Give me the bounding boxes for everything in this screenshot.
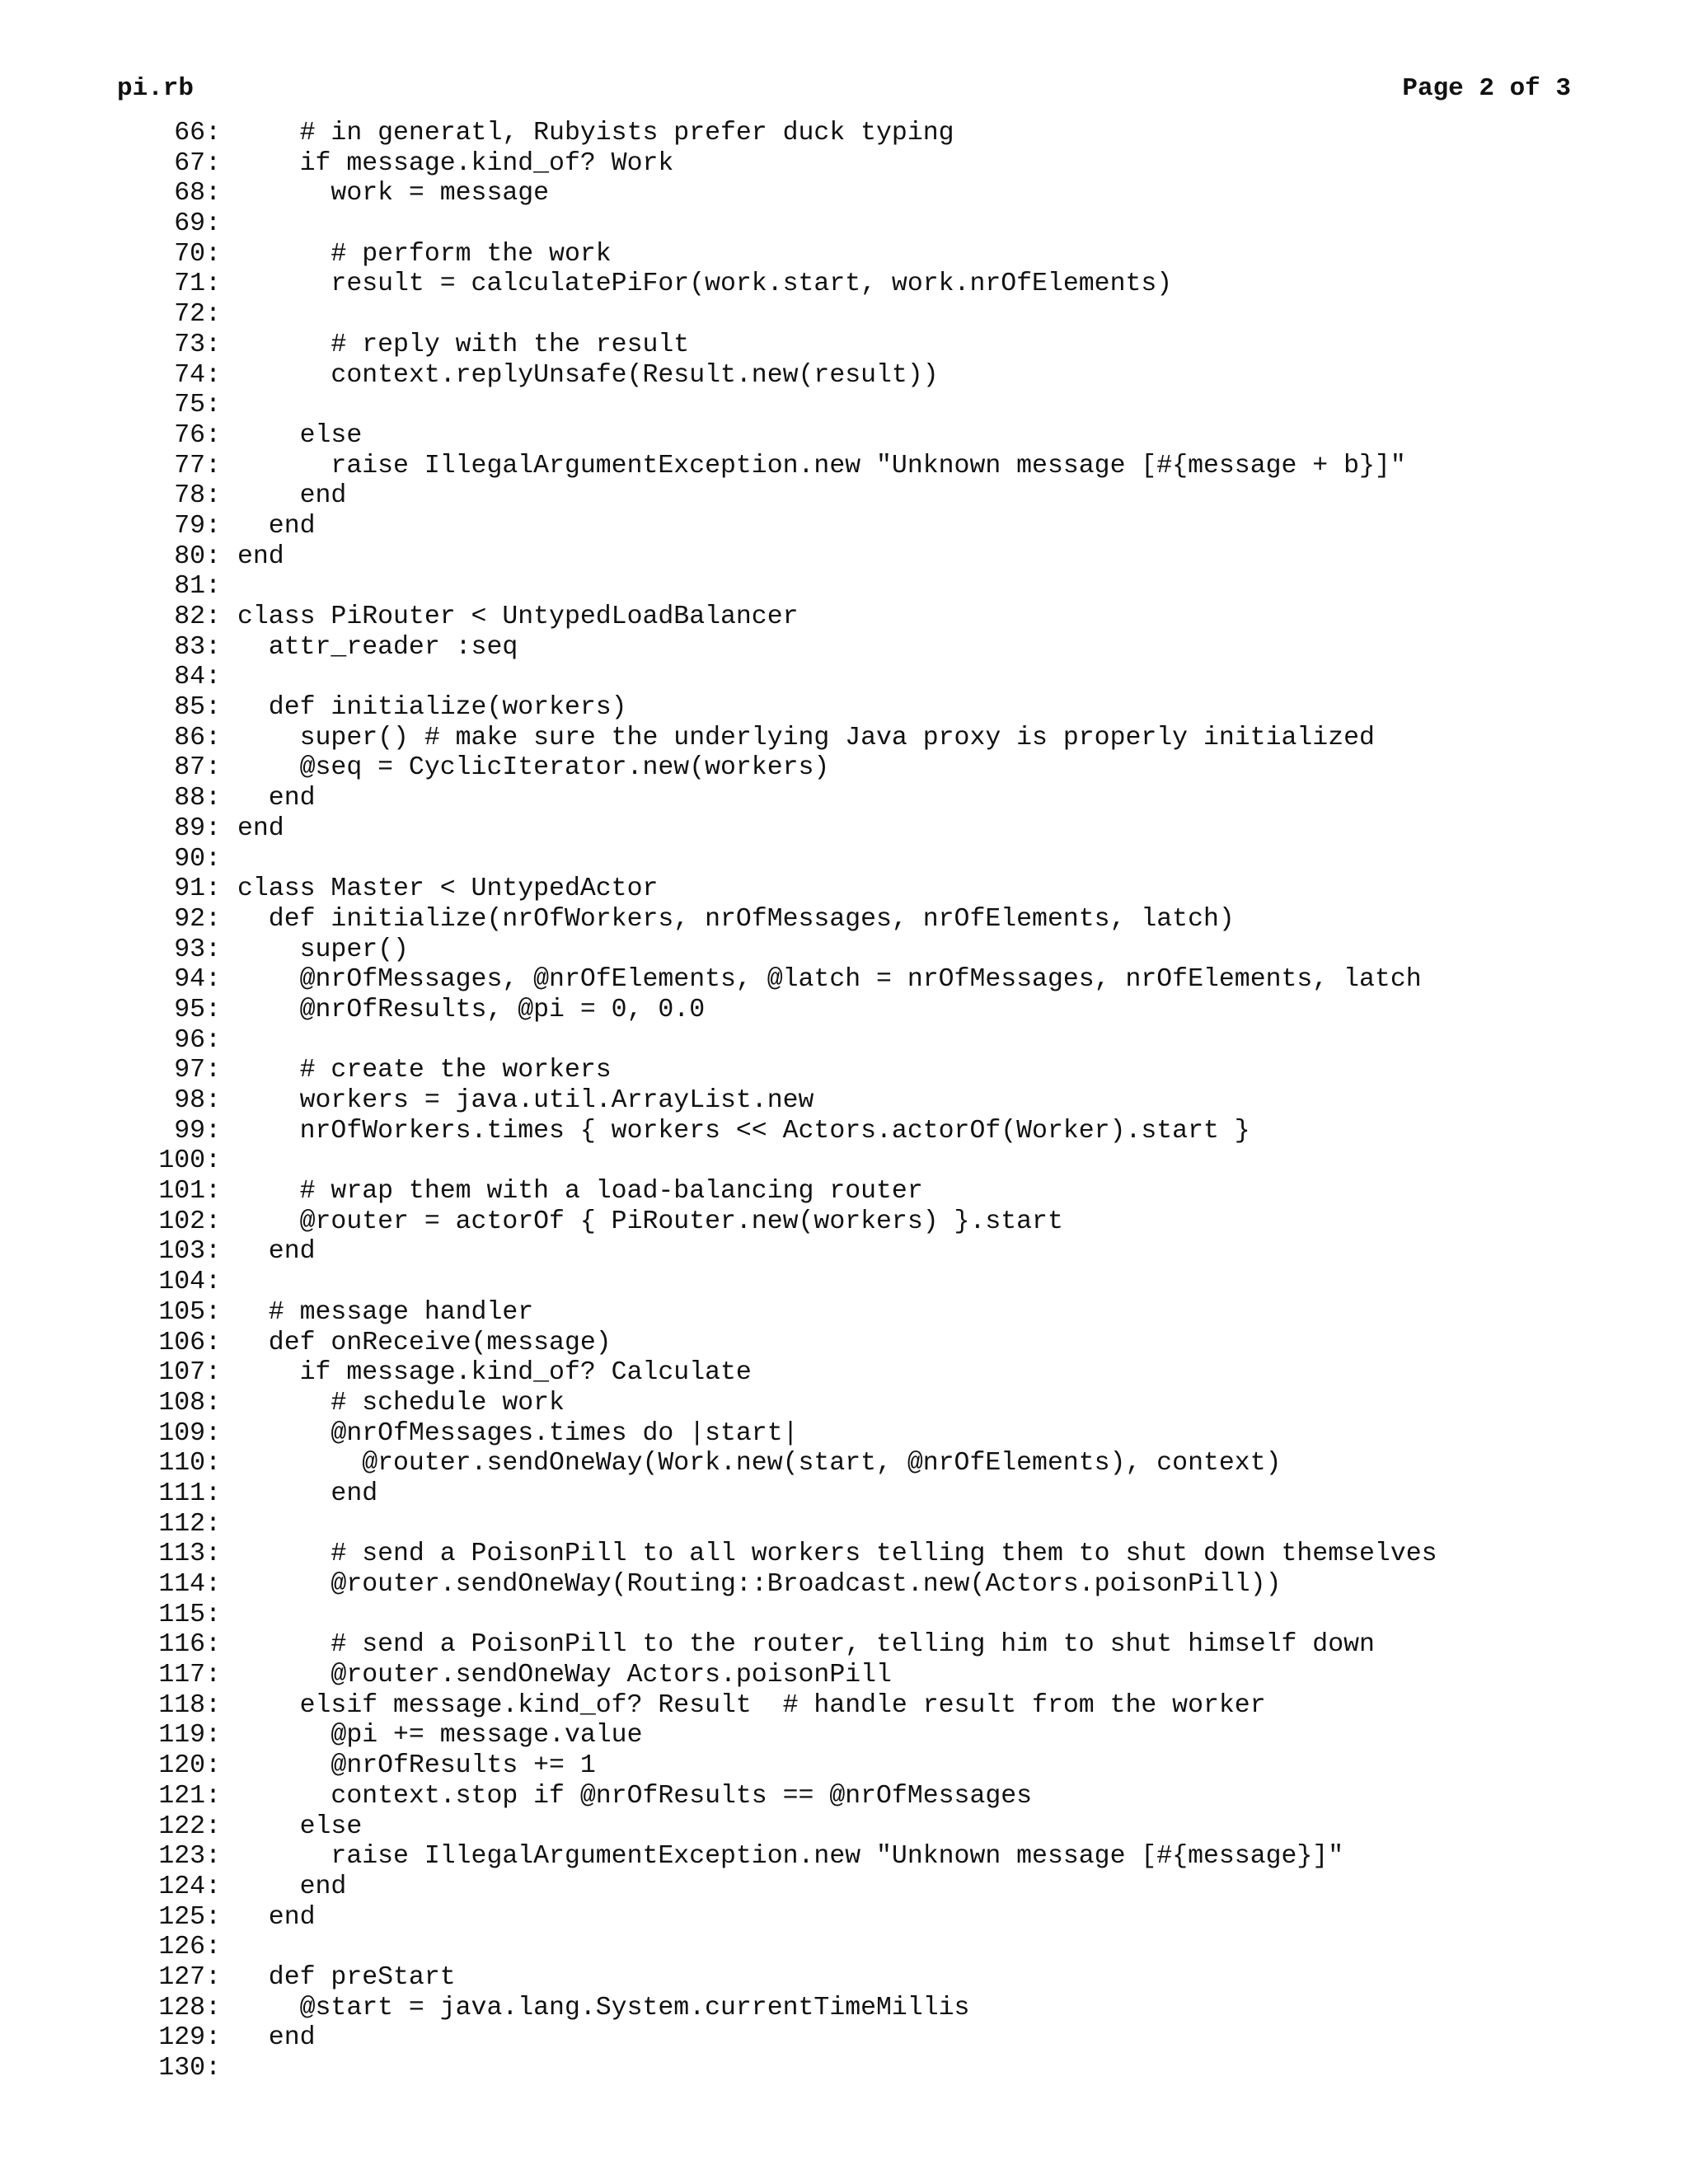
code-line bbox=[0, 935, 1688, 966]
code-line bbox=[0, 1812, 1688, 1843]
line-number: 73: bbox=[174, 330, 221, 359]
code-line bbox=[0, 663, 1688, 693]
code-text: workers = java.util.ArrayList.new bbox=[237, 1086, 814, 1115]
code-line bbox=[0, 1903, 1688, 1933]
line-number: 110: bbox=[158, 1449, 221, 1479]
page-header bbox=[117, 73, 1571, 105]
line-number: 96: bbox=[174, 1025, 221, 1055]
code-text: # send a PoisonPill to all workers telling them to shut down themselves bbox=[237, 1540, 1437, 1569]
code-text: end bbox=[237, 541, 284, 571]
code-text: raise IllegalArgumentException.new "Unknown message [#{message}]" bbox=[237, 1842, 1344, 1872]
line-number: 88: bbox=[174, 784, 221, 813]
code-line bbox=[0, 1207, 1688, 1238]
code-text: end bbox=[237, 1237, 316, 1267]
line-number: 83: bbox=[174, 632, 221, 662]
code-line bbox=[0, 1056, 1688, 1086]
code-line bbox=[0, 512, 1688, 542]
line-number: 115: bbox=[158, 1600, 221, 1629]
code-text: # create the workers bbox=[237, 1056, 612, 1085]
line-number: 87: bbox=[174, 753, 221, 783]
line-number: 109: bbox=[158, 1418, 221, 1448]
code-line bbox=[0, 361, 1688, 391]
code-text: @nrOfResults += 1 bbox=[237, 1751, 596, 1781]
code-line bbox=[0, 1994, 1688, 2024]
code-line bbox=[0, 905, 1688, 935]
line-number: 129: bbox=[158, 2023, 221, 2053]
code-line bbox=[0, 1751, 1688, 1782]
page-number: Page 2 of 3 bbox=[1402, 74, 1571, 103]
code-line bbox=[0, 300, 1688, 330]
code-text: end bbox=[237, 813, 284, 843]
line-number: 125: bbox=[158, 1902, 221, 1932]
code-line bbox=[0, 330, 1688, 361]
code-text: else bbox=[237, 420, 363, 450]
code-line bbox=[0, 1419, 1688, 1450]
code-text: super() # make sure the underlying Java proxy is properly initialized bbox=[237, 723, 1375, 752]
code-line bbox=[0, 724, 1688, 754]
line-number: 76: bbox=[174, 420, 221, 450]
code-text: @nrOfResults, @pi = 0, 0.0 bbox=[237, 995, 706, 1024]
code-text: context.replyUnsafe(Result.new(result)) bbox=[237, 360, 939, 390]
code-line bbox=[0, 1389, 1688, 1419]
code-text: if message.kind_of? Calculate bbox=[237, 1358, 752, 1388]
code-text: attr_reader :seq bbox=[237, 632, 518, 662]
code-text: @router.sendOneWay Actors.poisonPill bbox=[237, 1661, 892, 1690]
line-number: 93: bbox=[174, 935, 221, 964]
line-number: 111: bbox=[158, 1479, 221, 1508]
line-number: 114: bbox=[158, 1570, 221, 1599]
code-line bbox=[0, 269, 1688, 300]
code-text: work = message bbox=[237, 179, 550, 209]
line-number: 119: bbox=[158, 1721, 221, 1750]
code-line bbox=[0, 602, 1688, 633]
code-line bbox=[0, 240, 1688, 270]
line-number: 89: bbox=[174, 813, 221, 843]
code-line bbox=[0, 119, 1688, 149]
code-line bbox=[0, 633, 1688, 663]
line-number: 130: bbox=[158, 2054, 221, 2083]
line-number: 90: bbox=[174, 844, 221, 874]
code-line bbox=[0, 1329, 1688, 1359]
code-line bbox=[0, 149, 1688, 180]
code-text: @seq = CyclicIterator.new(workers) bbox=[237, 753, 830, 783]
code-text: @router = actorOf { PiRouter.new(workers) }.start bbox=[237, 1207, 1063, 1236]
line-number: 121: bbox=[158, 1781, 221, 1811]
line-number: 98: bbox=[174, 1086, 221, 1115]
line-number: 85: bbox=[174, 693, 221, 723]
code-text: end bbox=[237, 481, 347, 511]
code-line bbox=[0, 874, 1688, 905]
code-line bbox=[0, 1601, 1688, 1631]
line-number: 86: bbox=[174, 723, 221, 752]
code-line bbox=[0, 1510, 1688, 1540]
code-text: @start = java.lang.System.currentTimeMillis bbox=[237, 1993, 970, 2022]
code-text: @nrOfMessages, @nrOfElements, @latch = nrOfMessages, nrOfElements, latch bbox=[237, 965, 1422, 995]
code-line bbox=[0, 452, 1688, 482]
code-line bbox=[0, 572, 1688, 602]
code-text: super() bbox=[237, 935, 409, 964]
code-line bbox=[0, 1842, 1688, 1872]
code-line bbox=[0, 1933, 1688, 1963]
line-number: 126: bbox=[158, 1933, 221, 1962]
code-text: end bbox=[237, 1479, 378, 1508]
code-line bbox=[0, 2054, 1688, 2084]
code-text: def initialize(workers) bbox=[237, 693, 627, 723]
code-text: @pi += message.value bbox=[237, 1721, 643, 1750]
line-number: 92: bbox=[174, 904, 221, 934]
code-text: end bbox=[237, 1902, 316, 1932]
code-line bbox=[0, 1298, 1688, 1329]
code-text: def onReceive(message) bbox=[237, 1328, 612, 1357]
code-text: # schedule work bbox=[237, 1388, 565, 1418]
code-line bbox=[0, 814, 1688, 845]
line-number: 117: bbox=[158, 1661, 221, 1690]
code-text: context.stop if @nrOfResults == @nrOfMessages bbox=[237, 1781, 1033, 1811]
code-line bbox=[0, 1358, 1688, 1389]
line-number: 74: bbox=[174, 360, 221, 390]
code-line bbox=[0, 693, 1688, 724]
code-line bbox=[0, 1661, 1688, 1691]
code-line bbox=[0, 1570, 1688, 1601]
line-number: 84: bbox=[174, 663, 221, 692]
line-number: 91: bbox=[174, 874, 221, 904]
line-number: 104: bbox=[158, 1268, 221, 1297]
code-text: # send a PoisonPill to the router, telling him to shut himself down bbox=[237, 1630, 1375, 1660]
code-line bbox=[0, 2023, 1688, 2054]
code-text: # message handler bbox=[237, 1297, 534, 1327]
line-number: 71: bbox=[174, 269, 221, 299]
code-line bbox=[0, 179, 1688, 209]
line-number: 108: bbox=[158, 1388, 221, 1418]
line-number: 123: bbox=[158, 1842, 221, 1872]
code-line bbox=[0, 1721, 1688, 1751]
line-number: 118: bbox=[158, 1690, 221, 1720]
code-line bbox=[0, 784, 1688, 814]
code-line bbox=[0, 1146, 1688, 1177]
code-text: raise IllegalArgumentException.new "Unknown message [#{message + b}]" bbox=[237, 451, 1406, 480]
code-line bbox=[0, 965, 1688, 996]
code-text: # perform the work bbox=[237, 239, 612, 269]
line-number: 82: bbox=[174, 602, 221, 631]
line-number: 103: bbox=[158, 1237, 221, 1267]
code-line bbox=[0, 996, 1688, 1026]
code-line bbox=[0, 1026, 1688, 1057]
line-number: 106: bbox=[158, 1328, 221, 1357]
line-number: 95: bbox=[174, 995, 221, 1024]
code-text: def preStart bbox=[237, 1962, 456, 1992]
code-line bbox=[0, 1177, 1688, 1207]
code-text: else bbox=[237, 1811, 363, 1841]
code-text: @router.sendOneWay(Routing::Broadcast.new(Actors.poisonPill)) bbox=[237, 1570, 1282, 1599]
code-text: end bbox=[237, 511, 316, 541]
code-line bbox=[0, 1237, 1688, 1268]
line-number: 72: bbox=[174, 300, 221, 330]
line-number: 79: bbox=[174, 511, 221, 541]
line-number: 97: bbox=[174, 1056, 221, 1085]
line-number: 75: bbox=[174, 391, 221, 420]
code-text: end bbox=[237, 1872, 347, 1901]
line-number: 128: bbox=[158, 1993, 221, 2022]
line-number: 80: bbox=[174, 541, 221, 571]
code-listing bbox=[0, 119, 1688, 2084]
line-number: 81: bbox=[174, 572, 221, 602]
code-text: # in generatl, Rubyists prefer duck typing bbox=[237, 119, 954, 148]
code-line bbox=[0, 1117, 1688, 1147]
line-number: 68: bbox=[174, 179, 221, 209]
code-line bbox=[0, 1872, 1688, 1903]
code-text: class Master < UntypedActor bbox=[237, 874, 659, 904]
code-line bbox=[0, 481, 1688, 512]
code-line bbox=[0, 1963, 1688, 1994]
code-line bbox=[0, 845, 1688, 875]
code-line bbox=[0, 1540, 1688, 1570]
line-number: 102: bbox=[158, 1207, 221, 1236]
code-line bbox=[0, 542, 1688, 573]
line-number: 116: bbox=[158, 1630, 221, 1660]
line-number: 124: bbox=[158, 1872, 221, 1901]
code-line bbox=[0, 391, 1688, 421]
code-line bbox=[0, 1630, 1688, 1661]
line-number: 113: bbox=[158, 1540, 221, 1569]
line-number: 66: bbox=[174, 119, 221, 148]
code-text: end bbox=[237, 784, 316, 813]
code-line bbox=[0, 1782, 1688, 1812]
line-number: 107: bbox=[158, 1358, 221, 1388]
line-number: 112: bbox=[158, 1509, 221, 1539]
code-text: end bbox=[237, 2023, 316, 2053]
line-number: 69: bbox=[174, 209, 221, 239]
line-number: 127: bbox=[158, 1962, 221, 1992]
code-text: # wrap them with a load-balancing router bbox=[237, 1177, 923, 1207]
code-line bbox=[0, 421, 1688, 452]
code-text: elsif message.kind_of? Result # handle result from the worker bbox=[237, 1690, 1266, 1720]
code-line bbox=[0, 209, 1688, 240]
code-line bbox=[0, 753, 1688, 784]
code-text: nrOfWorkers.times { workers << Actors.actorOf(Worker).start } bbox=[237, 1116, 1250, 1146]
line-number: 94: bbox=[174, 965, 221, 995]
line-number: 78: bbox=[174, 481, 221, 511]
line-number: 99: bbox=[174, 1116, 221, 1146]
line-number: 70: bbox=[174, 239, 221, 269]
code-text: def initialize(nrOfWorkers, nrOfMessages, nrOfElements, latch) bbox=[237, 904, 1235, 934]
code-line bbox=[0, 1479, 1688, 1510]
code-text: class PiRouter < UntypedLoadBalancer bbox=[237, 602, 799, 631]
code-text: result = calculatePiFor(work.start, work.nrOfElements) bbox=[237, 269, 1173, 299]
code-text: @nrOfMessages.times do |start| bbox=[237, 1418, 799, 1448]
code-line bbox=[0, 1691, 1688, 1722]
line-number: 120: bbox=[158, 1751, 221, 1781]
line-number: 100: bbox=[158, 1146, 221, 1176]
line-number: 101: bbox=[158, 1177, 221, 1207]
code-line bbox=[0, 1086, 1688, 1117]
file-name: pi.rb bbox=[117, 74, 195, 103]
line-number: 122: bbox=[158, 1811, 221, 1841]
line-number: 77: bbox=[174, 451, 221, 480]
line-number: 67: bbox=[174, 148, 221, 178]
code-line bbox=[0, 1449, 1688, 1479]
line-number: 105: bbox=[158, 1297, 221, 1327]
code-line bbox=[0, 1268, 1688, 1298]
code-text: # reply with the result bbox=[237, 330, 690, 359]
code-text: if message.kind_of? Work bbox=[237, 148, 674, 178]
code-text: @router.sendOneWay(Work.new(start, @nrOfElements), context) bbox=[237, 1449, 1282, 1479]
